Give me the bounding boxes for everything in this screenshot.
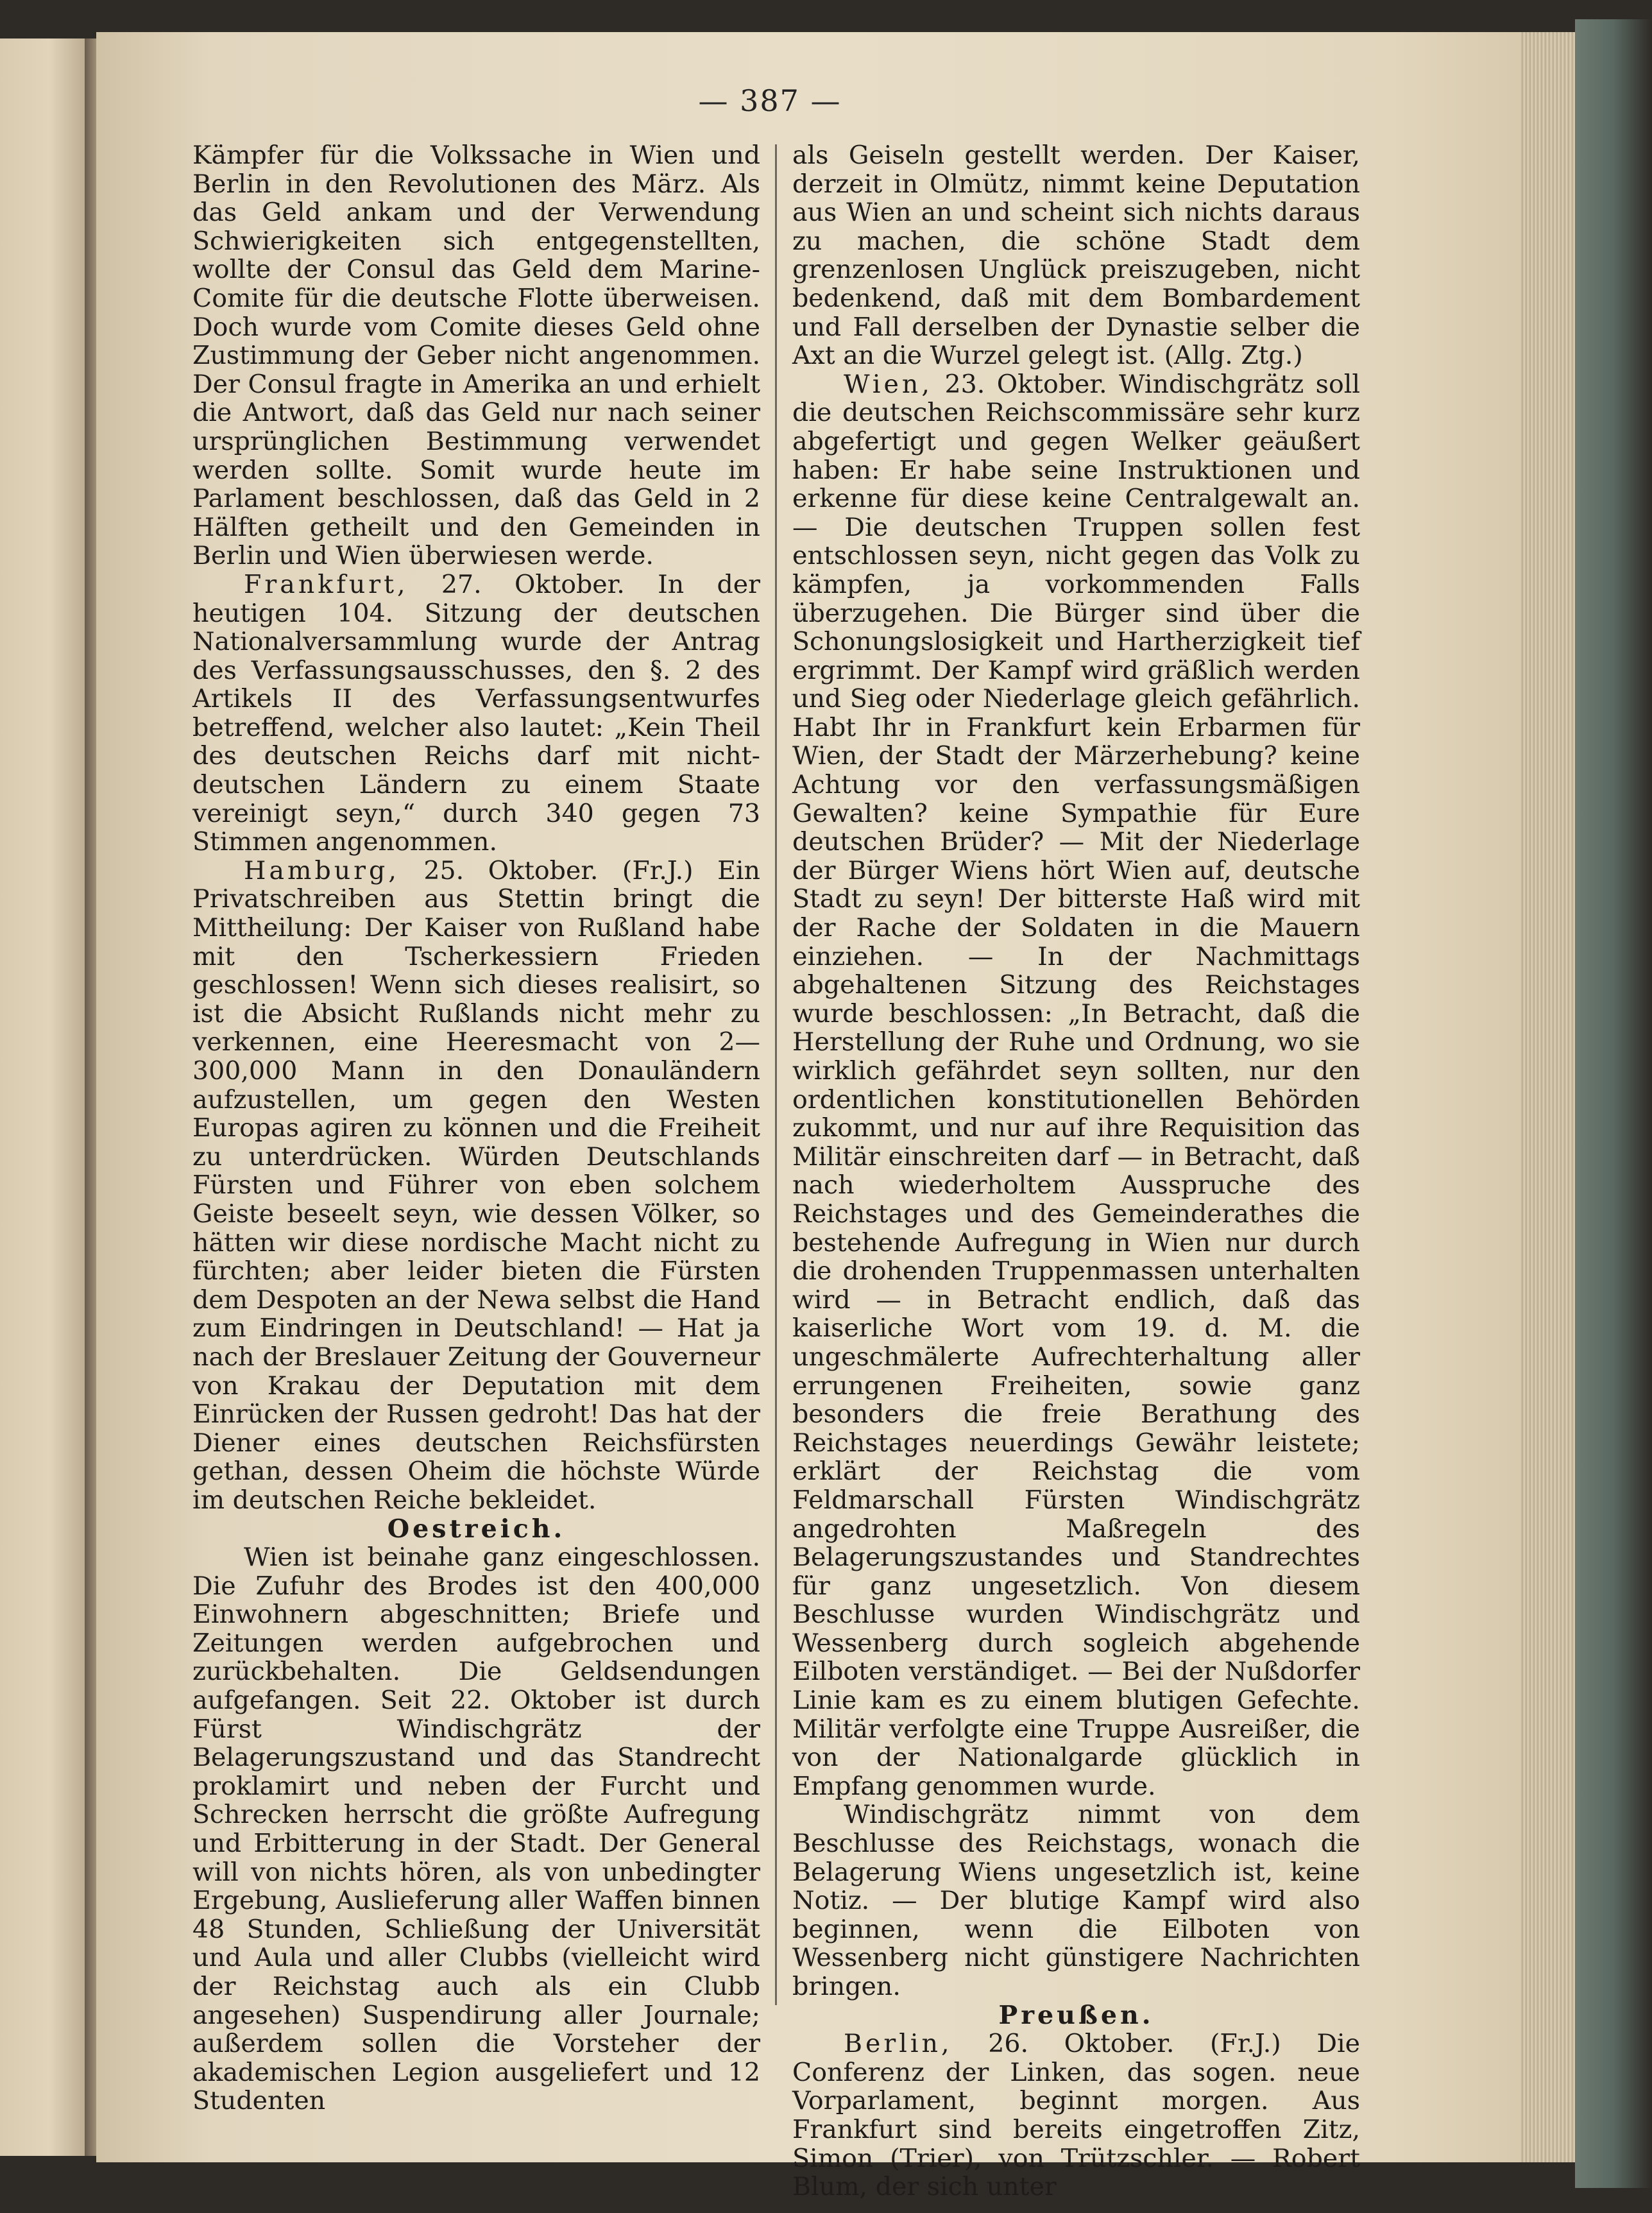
news-item-frankfurt (192, 570, 760, 857)
news-item-windischgraetz: Windischgrätz nimmt von dem Beschlusse des Reichstags, wonach die Belagerung Wiens ungesetzlich ist, keine Notiz. — Der blutige Kampf wird also beginnen, wenn die Eilboten von Wessenberg nicht günstigere Nachrichten bringen. (792, 1800, 1360, 2001)
section-heading-oestreich: Oestreich. (387, 1514, 566, 1544)
news-item-wien-23 (792, 370, 1360, 1801)
facing-page-edge (0, 38, 90, 2156)
section-heading-preussen: Preußen. (998, 2000, 1154, 2030)
news-text: 25. Oktober. (Fr.J.) Ein Privatschreiben aus Stettin bringt die Mittheilung: Der Kaiser von Rußland habe mit den Tscherkessiern Frieden geschlossen! Wenn sich dieses realisirt, so ist die Absicht Rußlands nicht mehr zu verkennen, eine Heeresmacht von 2—300,000 Mann in den Donauländern aufzustellen, um gegen den Westen Europas agiren zu können und die Freiheit zu unterdrücken. Würden Deutschlands Fürsten und Führer von eben solchem Geiste beseelt seyn, wie dessen Völker, so hätten wir diese nordische Macht nicht zu fürchten; aber leider bieten die Fürsten dem Despoten an der Newa selbst die Hand zum Eindringen in Deutschland! — Hat ja nach der Breslauer Zeitung der Gouverneur von Krakau der Deputation mit dem Einrücken der Russen gedroht! Das hat der Diener eines deutschen Reichsfürsten gethan, dessen Oheim die höchste Würde im deutschen Reiche bekleidet. (192, 855, 760, 1515)
news-item-wien: Wien ist beinahe ganz eingeschlossen. Die Zufuhr des Brodes ist den 400,000 Einwohnern abgeschnitten; Briefe und Zeitungen werden aufgebrochen und zurückbehalten. Die Geldsendungen aufgefangen. Seit 22. Oktober ist durch Fürst Windischgrätz der Belagerungszustand und das Standrecht proklamirt und neben der Furcht und Schrecken herrscht die größte Aufregung und Erbitterung in der Stadt. Der General will von nichts hören, als von unbedingter Ergebung, Auslieferung aller Waffen binnen 48 Stunden, Schließung der Universität und Aula und aller Clubbs (vielleicht wird der Reichstag auch als ein Clubb angesehen) Suspendirung aller Journale; außerdem sollen die Vorsteher der akademischen Legion ausgeliefert und 12 Studenten (192, 1542, 760, 2116)
paragraph-continued: als Geiseln gestellt werden. Der Kaiser, derzeit in Olmütz, nimmt keine Deputation aus Wien an und scheint sich nichts daraus zu machen, die schöne Stadt dem grenzenlosen Unglück preiszugeben, nicht bedenkend, daß mit dem Bombardement und Fall derselben der Dynastie selber die Axt an die Wurzel gelegt ist. (Allg. Ztg.) (792, 141, 1360, 371)
news-text: 23. Oktober. Windischgrätz soll die deutschen Reichscommissäre sehr kurz abgefertigt und gegen Welker geäußert haben: Er habe seine Instruktionen und erkenne für diese keine Centralgewalt an. — Die deutschen Truppen sollen fest entschlossen seyn, nicht gegen das Volk zu kämpfen, ja vorkommenden Falls überzugehen. Die Bürger sind über die Schonungslosigkeit und Hartherzigkeit tief ergrimmt. Der Kampf wird gräßlich werden und Sieg oder Niederlage gleich gefährlich. Habt Ihr in Frankfurt kein Erbarmen für Wien, der Stadt der Märzerhebung? keine Achtung vor den verfassungsmäßigen Gewalten? keine Sympathie für Eure deutschen Brüder? — Mit der Niederlage der Bürger Wiens hört Wien auf, deutsche Stadt zu seyn! Der bitterste Haß wird mit der Rache der Soldaten in die Mauern einziehen. — In der Nachmittags abgehaltenen Sitzung des Reichstages wurde beschlossen: „In Betracht, daß die Herstellung der Ruhe und Ordnung, wo sie wirklich gefährdet seyn sollten, nur den ordentlichen konstitutionellen Behörden zukommt, und nur auf ihre Requisition das Militär einschreiten darf — in Betracht, daß nach wiederholtem Ausspruche des Reichstages und des Gemeinderathes die bestehende Aufregung in Wien nur durch die drohenden Truppenmassen unterhalten wird — in Betracht endlich, daß das kaiserliche Wort vom 19. d. M. die ungeschmälerte Aufrechterhaltung aller errungenen Freiheiten, sowie ganz besonders die freie Berathung des Reichstages neuerdings Gewähr leistete; erklärt der Reichstag die vom Feldmarschall Fürsten Windischgrätz angedrohten Maßregeln des Belagerungszustandes und Standrechtes für ganz ungesetzlich. Von diesem Beschlusse wurden Windischgrätz und Wessenberg durch sogleich abgehende Eilboten verständiget. — Bei der Nußdorfer Linie kam es zu einem blutigen Gefechte. Militär verfolgte eine Truppe Ausreißer, die von der Nationalgarde glücklich in Empfang genommen wurde. (792, 369, 1360, 1801)
news-item-hamburg (192, 857, 760, 1515)
news-item-berlin (792, 2029, 1360, 2201)
dateline: Berlin, (844, 2029, 953, 2059)
dateline: Hamburg, (244, 855, 400, 885)
dateline: Wien, (844, 369, 933, 399)
book-cover-edge (1575, 19, 1652, 2188)
news-text: 27. Oktober. In der heutigen 104. Sitzung der deutschen Nationalversammlung wurde der Antrag des Verfassungsausschusses, den §. 2 des Artikels II des Verfassungsentwurfes betreffend, welcher also lautet: „Kein Theil des deutschen Reichs darf mit nicht-deutschen Ländern zu einem Staate vereinigt seyn,“ durch 340 gegen 73 Stimmen angenommen. (192, 569, 760, 857)
news-text: 26. Oktober. (Fr.J.) Die Conferenz der Linken, das sogen. neue Vorparlament, beginnt morgen. Aus Frankfurt sind bereits eingetroffen Zitz, Simon (Trier), von Trützschler. — Robert Blum, der sich unter (792, 2029, 1360, 2202)
left-text-column (192, 141, 760, 2116)
column-divider (775, 144, 777, 2005)
page-number: — 387 — (698, 83, 842, 118)
page-block-edge (1520, 32, 1578, 2162)
paragraph-continued: Kämpfer für die Volkssache in Wien und Berlin in den Revolutionen des März. Als das Geld ankam und der Verwendung Schwierigkeiten sich entgegenstellten, wollte der Consul das Geld dem Marine-Comite für die deutsche Flotte überweisen. Doch wurde vom Comite dieses Geld ohne Zustimmung der Geber nicht angenommen. Der Consul fragte in Amerika an und erhielt die Antwort, daß das Geld nur nach seiner ursprünglichen Bestimmung verwendet werden sollte. Somit wurde heute im Parlament beschlossen, daß das Geld in 2 Hälften getheilt und den Gemeinden in Berlin und Wien überwiesen werde. (192, 141, 760, 571)
dateline: Frankfurt, (244, 569, 409, 599)
right-text-column (792, 141, 1360, 2202)
